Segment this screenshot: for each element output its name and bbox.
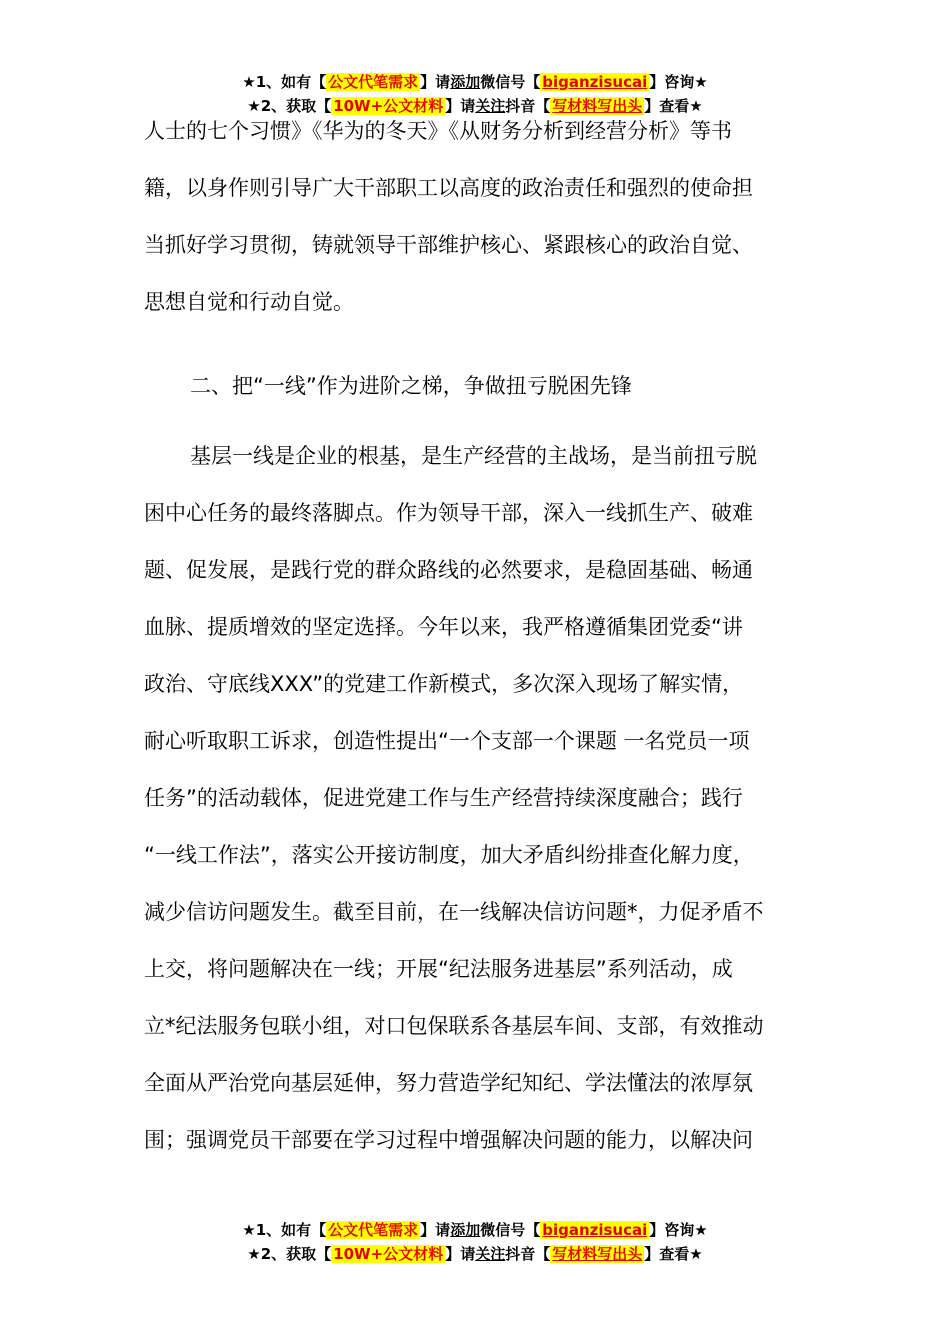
promo-line-2 <box>0 1242 950 1266</box>
promo-text: 】请 <box>445 97 476 115</box>
text-line: 思想自觉和行动自觉。 <box>144 290 354 314</box>
text-line: 耐心听取职工诉求，创造性提出“一个支部一个课题 一名党员一项 <box>144 729 750 753</box>
promo-text: 】查看★ <box>644 1245 703 1263</box>
promo-text: 微信号【 <box>480 1221 541 1239</box>
text-line: 减少信访问题发生。截至目前，在一线解决信访问题*，力促矛盾不 <box>144 900 764 924</box>
text-line: 当抓好学习贯彻，铸就领导干部维护核心、紧跟核心的政治自觉、 <box>144 233 753 257</box>
promo-highlight: 10W+公文材料 <box>333 97 444 115</box>
text-line: 上交，将问题解决在一线；开展“纪法服务进基层”系列活动，成 <box>144 957 733 981</box>
promo-text: 】请 <box>445 1245 476 1263</box>
text-line: 政治、守底线XXX”的党建工作新模式，多次深入现场了解实情， <box>144 672 744 696</box>
promo-text: ★2、获取【 <box>247 97 332 115</box>
promo-banner-top <box>0 70 950 118</box>
promo-highlight: 公文代笔需求 <box>328 1221 419 1239</box>
text-line: 全面从严治党向基层延伸，努力营造学纪知纪、学法懂法的浓厚氛 <box>144 1071 753 1095</box>
promo-text: 微信号【 <box>480 73 541 91</box>
promo-text: 抖音【 <box>505 1245 551 1263</box>
promo-emphasis: 关注 <box>475 1245 506 1263</box>
promo-emphasis: 添加 <box>450 1221 481 1239</box>
promo-text: 抖音【 <box>505 97 551 115</box>
promo-text: ★2、获取【 <box>247 1245 332 1263</box>
promo-emphasis: 关注 <box>475 97 506 115</box>
promo-banner-bottom <box>0 1218 950 1266</box>
promo-emphasis: 添加 <box>450 73 481 91</box>
text-line: “一线工作法”，落实公开接访制度，加大矛盾纠纷排查化解力度， <box>144 843 754 867</box>
text-line: 围；强调党员干部要在学习过程中增强解决问题的能力，以解决问 <box>144 1128 753 1152</box>
text-line: 任务”的活动载体，促进党建工作与生产经营持续深度融合；践行 <box>144 786 743 810</box>
promo-text: 】咨询★ <box>649 73 708 91</box>
text-line: 困中心任务的最终落脚点。作为领导干部，深入一线抓生产、破难 <box>144 501 753 525</box>
text-line: 立*纪法服务包联小组，对口包保联系各基层车间、支部，有效推动 <box>144 1014 764 1038</box>
promo-line-1 <box>0 1218 950 1242</box>
promo-text: 】查看★ <box>644 97 703 115</box>
promo-wechat-id: biganzisucai <box>542 1221 648 1239</box>
promo-text: 】请 <box>420 73 451 91</box>
text-line: 题、促发展，是践行党的群众路线的必然要求，是稳固基础、畅通 <box>144 558 753 582</box>
text-line: 血脉、提质增效的坚定选择。今年以来，我严格遵循集团党委“讲 <box>144 615 743 639</box>
promo-text: ★1、如有【 <box>242 1221 327 1239</box>
promo-wechat-id: biganzisucai <box>542 73 648 91</box>
promo-douyin-id: 写材料写出头 <box>552 1245 643 1263</box>
promo-text: ★1、如有【 <box>242 73 327 91</box>
promo-line-2 <box>0 94 950 118</box>
promo-highlight: 10W+公文材料 <box>333 1245 444 1263</box>
promo-text: 】咨询★ <box>649 1221 708 1239</box>
text-line: 籍，以身作则引导广大干部职工以高度的政治责任和强烈的使命担 <box>144 176 753 200</box>
section-heading: 二、把“一线”作为进阶之梯，争做扭亏脱困先锋 <box>190 374 632 398</box>
promo-highlight: 公文代笔需求 <box>328 73 419 91</box>
promo-line-1 <box>0 70 950 94</box>
text-line: 人士的七个习惯》《华为的冬天》《从财务分析到经营分析》等书 <box>144 119 732 143</box>
promo-douyin-id: 写材料写出头 <box>552 97 643 115</box>
promo-text: 】请 <box>420 1221 451 1239</box>
text-line: 基层一线是企业的根基，是生产经营的主战场，是当前扭亏脱 <box>190 444 757 468</box>
